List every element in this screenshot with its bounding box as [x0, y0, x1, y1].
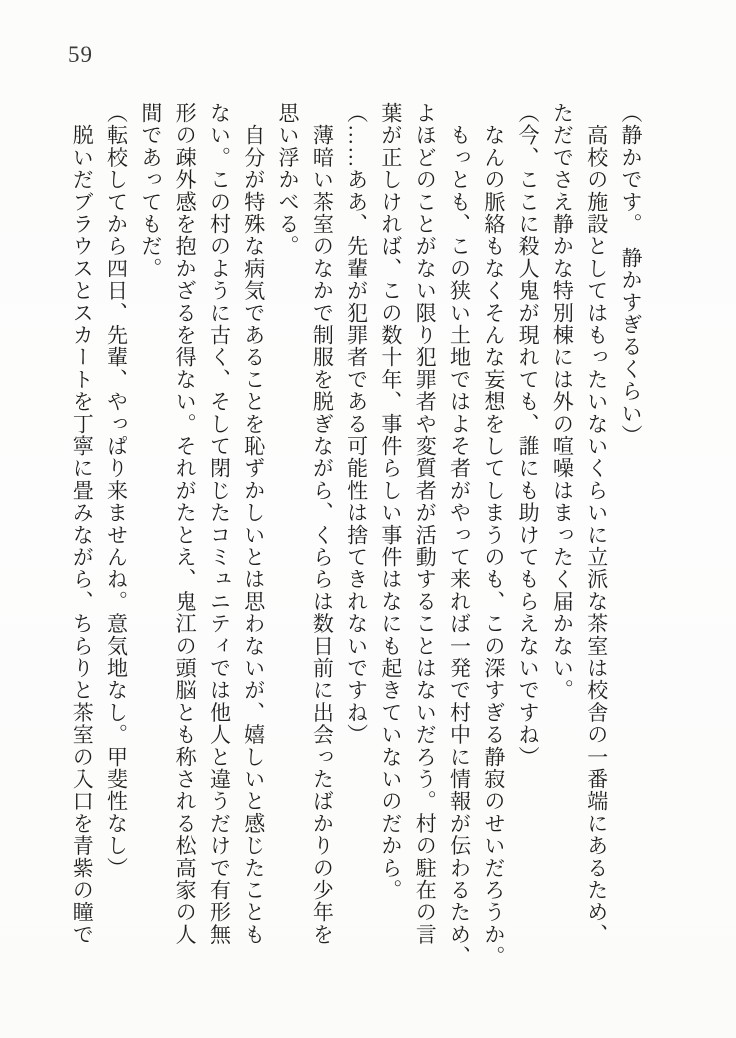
text-column: （静かです。 静かすぎるくらい）	[619, 102, 643, 447]
text-column: 思い浮かべる。	[276, 102, 301, 258]
text-column: （今、ここに殺人鬼が現れても、誰にも助けてもらえないですね）	[516, 102, 541, 768]
text-column: もっとも、この狭い土地ではよそ者がやって来れば一発で村中に情報が伝わるため、	[447, 102, 472, 968]
text-column: 自分が特殊な病気であることを恥ずかしいとは思わないが、嬉しいと感じたことも	[241, 102, 266, 946]
text-column: 薄暗い茶室のなかで制服を脱ぎながら、くららは数日前に出会ったばかりの少年を	[310, 102, 335, 946]
text-column: 脱いだブラウスとスカートを丁寧に畳みながら、ちらりと茶室の入口を青紫の瞳で	[70, 102, 95, 946]
text-column: （……ああ、先輩が犯罪者である可能性は捨てきれないですね）	[344, 102, 369, 746]
text-column: 葉が正しければ、この数十年、事件らしい事件はなにも起きていないのだから。	[378, 102, 403, 902]
text-column: ない。この村のように古く、そして閉じたコミュニティでは他人と違うだけで有形無	[207, 102, 232, 946]
text-column: よほどのことがない限り犯罪者や変質者が活動することはないだろう。村の駐在の言	[413, 102, 438, 946]
text-column: なんの脈絡もなくそんな妄想をしてしまうのも、この深すぎる静寂のせいだろうか。	[481, 102, 506, 968]
text-column: 形の疎外感を抱かざるを得ない。それがたとえ、鬼江の頭脳とも称される松高家の人	[173, 102, 198, 946]
text-column: 高校の施設としてはもったいないくらいに立派な茶室は校舎の一番端にあるため、	[584, 102, 609, 946]
text-column: ただでさえ静かな特別棟には外の喧噪はまったく届かない。	[550, 102, 575, 702]
vertical-text-block	[65, 102, 648, 974]
text-column: （転校してから四日、先輩、やっぱり来ませんね。意気地なし。甲斐性なし）	[104, 102, 129, 879]
text-column: 間であってもだ。	[138, 102, 163, 280]
page-number: 59	[68, 42, 93, 67]
